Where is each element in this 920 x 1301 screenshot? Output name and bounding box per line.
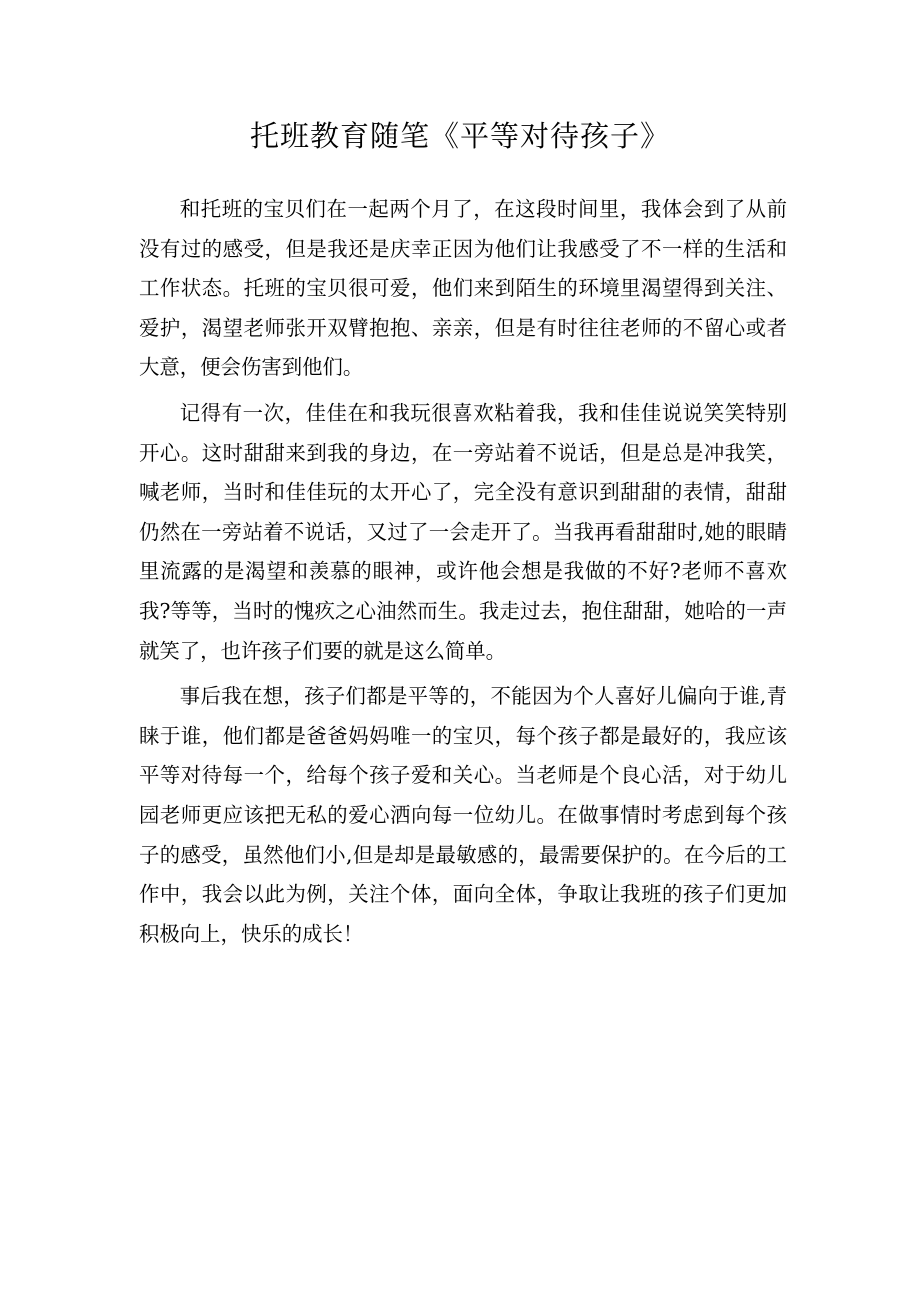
paragraph-3: 事后我在想，孩子们都是平等的，不能因为个人喜好儿偏向于谁,青睐于谁，他们都是爸爸妈妈唯一的宝贝，每个孩子都是最好的，我应该平等对待每一个，给每个孩子爱和关心。当老师是个良心活，对于幼儿园老师更应该把无私的爱心洒向每一位幼儿。在做事情时考虑到每个孩子的感受，虽然他们小,但是却是最敏感的，最需要保护的。在今后的工作中，我会以此为例，关注个体，面向全体，争取让我班的孩子们更加积极向上，快乐的成长！ <box>139 684 787 946</box>
paragraph-2: 记得有一次，佳佳在和我玩很喜欢粘着我，我和佳佳说说笑笑特别开心。这时甜甜来到我的身边，在一旁站着不说话，但是总是冲我笑，喊老师，当时和佳佳玩的太开心了，完全没有意识到甜甜的表情，甜甜仍然在一旁站着不说话，又过了一会走开了。当我再看甜甜时,她的眼睛里流露的是渴望和羡慕的眼神，或许他会想是我做的不好?老师不喜欢我?等等，当时的愧疚之心油然而生。我走过去，抱住甜甜，她哈的一声就笑了，也许孩子们要的就是这么简单。 <box>139 400 787 663</box>
document-body <box>139 190 787 954</box>
document-title: 托班教育随笔《平等对待孩子》 <box>249 119 670 153</box>
paragraph-1: 和托班的宝贝们在一起两个月了，在这段时间里，我体会到了从前没有过的感受，但是我还是庆幸正因为他们让我感受了不一样的生活和工作状态。托班的宝贝很可爱，他们来到陌生的环境里渴望得到关注、爱护，渴望老师张开双臂抱抱、亲亲，但是有时往往老师的不留心或者大意，便会伤害到他们。 <box>139 197 787 380</box>
